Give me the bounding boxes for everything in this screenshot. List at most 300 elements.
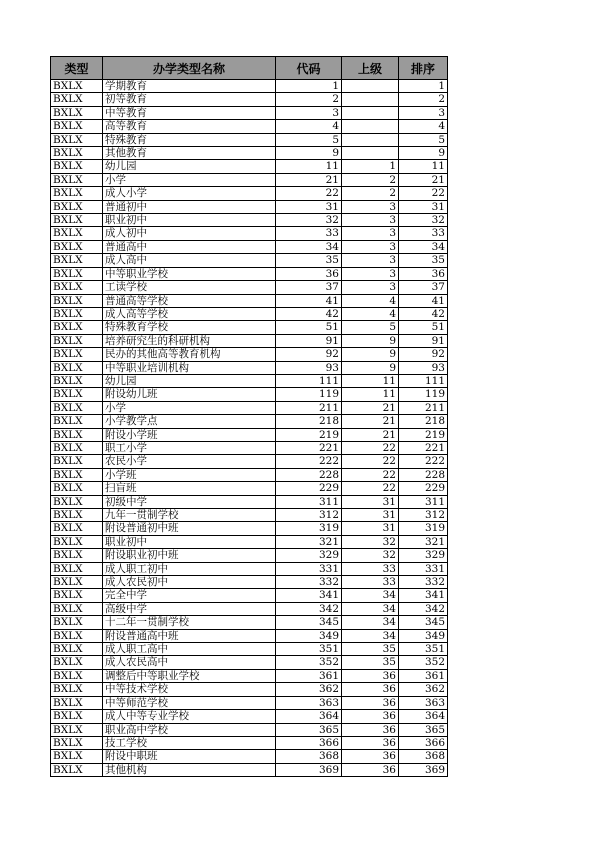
cell-order[interactable]: 368 <box>399 750 448 763</box>
cell-parent[interactable]: 3 <box>342 240 399 253</box>
cell-code[interactable]: 22 <box>276 187 342 200</box>
cell-order[interactable]: 351 <box>399 643 448 656</box>
cell-code[interactable]: 341 <box>276 589 342 602</box>
cell-order[interactable]: 362 <box>399 683 448 696</box>
cell-order[interactable]: 33 <box>399 227 448 240</box>
cell-order[interactable]: 311 <box>399 495 448 508</box>
cell-code[interactable]: 33 <box>276 227 342 240</box>
cell-type[interactable]: BXLX <box>51 240 103 253</box>
cell-code[interactable]: 349 <box>276 629 342 642</box>
cell-name[interactable]: 成人农民高中 <box>103 656 276 669</box>
cell-code[interactable]: 91 <box>276 334 342 347</box>
cell-parent[interactable]: 34 <box>342 629 399 642</box>
cell-name[interactable]: 附设小学班 <box>103 428 276 441</box>
cell-parent[interactable]: 3 <box>342 281 399 294</box>
cell-type[interactable]: BXLX <box>51 106 103 119</box>
cell-type[interactable]: BXLX <box>51 428 103 441</box>
cell-code[interactable]: 368 <box>276 750 342 763</box>
cell-type[interactable]: BXLX <box>51 643 103 656</box>
cell-order[interactable]: 369 <box>399 763 448 776</box>
cell-name[interactable]: 工读学校 <box>103 281 276 294</box>
cell-parent[interactable]: 9 <box>342 361 399 374</box>
cell-code[interactable]: 35 <box>276 254 342 267</box>
cell-type[interactable]: BXLX <box>51 455 103 468</box>
cell-type[interactable]: BXLX <box>51 401 103 414</box>
cell-code[interactable]: 111 <box>276 374 342 387</box>
cell-parent[interactable]: 2 <box>342 187 399 200</box>
cell-code[interactable]: 345 <box>276 616 342 629</box>
cell-name[interactable]: 幼儿园 <box>103 374 276 387</box>
table-row <box>51 750 448 763</box>
cell-parent[interactable]: 3 <box>342 227 399 240</box>
cell-parent[interactable]: 31 <box>342 495 399 508</box>
cell-code[interactable]: 9 <box>276 147 342 160</box>
table-row <box>51 80 448 93</box>
cell-order[interactable]: 321 <box>399 535 448 548</box>
cell-code[interactable]: 365 <box>276 723 342 736</box>
cell-order[interactable]: 35 <box>399 254 448 267</box>
cell-parent[interactable]: 3 <box>342 254 399 267</box>
cell-parent[interactable]: 36 <box>342 763 399 776</box>
cell-parent[interactable]: 3 <box>342 200 399 213</box>
cell-order[interactable]: 349 <box>399 629 448 642</box>
table-row <box>51 736 448 749</box>
cell-type[interactable]: BXLX <box>51 576 103 589</box>
header-type[interactable]: 类型 <box>51 57 103 80</box>
table-row <box>51 589 448 602</box>
cell-code[interactable]: 2 <box>276 93 342 106</box>
cell-code[interactable]: 369 <box>276 763 342 776</box>
cell-name[interactable]: 成人小学 <box>103 187 276 200</box>
cell-code[interactable]: 31 <box>276 200 342 213</box>
cell-parent[interactable]: 34 <box>342 616 399 629</box>
cell-parent[interactable]: 33 <box>342 562 399 575</box>
cell-type[interactable]: BXLX <box>51 656 103 669</box>
cell-type[interactable]: BXLX <box>51 736 103 749</box>
cell-name[interactable]: 附设普通高中班 <box>103 629 276 642</box>
cell-order[interactable]: 365 <box>399 723 448 736</box>
cell-parent[interactable]: 11 <box>342 388 399 401</box>
cell-type[interactable]: BXLX <box>51 669 103 682</box>
cell-order[interactable]: 9 <box>399 147 448 160</box>
cell-name[interactable]: 成人职工初中 <box>103 562 276 575</box>
cell-order[interactable]: 91 <box>399 334 448 347</box>
cell-order[interactable]: 32 <box>399 214 448 227</box>
cell-parent[interactable]: 4 <box>342 294 399 307</box>
cell-code[interactable]: 331 <box>276 562 342 575</box>
table-row <box>51 147 448 160</box>
cell-type[interactable]: BXLX <box>51 522 103 535</box>
cell-parent[interactable] <box>342 120 399 133</box>
cell-code[interactable]: 319 <box>276 522 342 535</box>
cell-parent[interactable]: 21 <box>342 428 399 441</box>
cell-name[interactable]: 特殊教育 <box>103 133 276 146</box>
cell-name[interactable]: 高等教育 <box>103 120 276 133</box>
header-parent[interactable]: 上级 <box>342 57 399 80</box>
cell-parent[interactable]: 34 <box>342 602 399 615</box>
cell-code[interactable]: 329 <box>276 549 342 562</box>
cell-name[interactable]: 初等教育 <box>103 93 276 106</box>
cell-parent[interactable]: 4 <box>342 307 399 320</box>
cell-type[interactable]: BXLX <box>51 589 103 602</box>
cell-parent[interactable]: 36 <box>342 723 399 736</box>
cell-code[interactable]: 229 <box>276 482 342 495</box>
cell-type[interactable]: BXLX <box>51 535 103 548</box>
cell-order[interactable]: 229 <box>399 482 448 495</box>
table-row <box>51 522 448 535</box>
cell-type[interactable]: BXLX <box>51 294 103 307</box>
cell-name[interactable]: 农民小学 <box>103 455 276 468</box>
table-row <box>51 643 448 656</box>
table-row <box>51 173 448 186</box>
cell-order[interactable]: 3 <box>399 106 448 119</box>
cell-name[interactable]: 成人高等学校 <box>103 307 276 320</box>
cell-parent[interactable] <box>342 147 399 160</box>
cell-order[interactable]: 364 <box>399 710 448 723</box>
table-row <box>51 482 448 495</box>
table-row <box>51 455 448 468</box>
cell-code[interactable]: 34 <box>276 240 342 253</box>
cell-type[interactable]: BXLX <box>51 509 103 522</box>
cell-type[interactable]: BXLX <box>51 147 103 160</box>
cell-parent[interactable]: 35 <box>342 643 399 656</box>
cell-type[interactable]: BXLX <box>51 93 103 106</box>
cell-code[interactable]: 362 <box>276 683 342 696</box>
cell-order[interactable]: 41 <box>399 294 448 307</box>
cell-order[interactable]: 119 <box>399 388 448 401</box>
cell-type[interactable]: BXLX <box>51 750 103 763</box>
cell-parent[interactable]: 36 <box>342 750 399 763</box>
cell-type[interactable]: BXLX <box>51 307 103 320</box>
cell-code[interactable]: 366 <box>276 736 342 749</box>
table-row <box>51 240 448 253</box>
cell-type[interactable]: BXLX <box>51 723 103 736</box>
cell-parent[interactable]: 36 <box>342 683 399 696</box>
cell-parent[interactable]: 1 <box>342 160 399 173</box>
table-row <box>51 254 448 267</box>
cell-code[interactable]: 364 <box>276 710 342 723</box>
cell-order[interactable]: 42 <box>399 307 448 320</box>
cell-type[interactable]: BXLX <box>51 441 103 454</box>
cell-order[interactable]: 345 <box>399 616 448 629</box>
cell-order[interactable]: 366 <box>399 736 448 749</box>
cell-name[interactable]: 中等教育 <box>103 106 276 119</box>
header-order[interactable]: 排序 <box>399 57 448 80</box>
cell-name[interactable]: 附设幼儿班 <box>103 388 276 401</box>
table-row <box>51 227 448 240</box>
cell-order[interactable]: 361 <box>399 669 448 682</box>
cell-parent[interactable]: 36 <box>342 669 399 682</box>
cell-code[interactable]: 342 <box>276 602 342 615</box>
cell-code[interactable]: 221 <box>276 441 342 454</box>
cell-parent[interactable] <box>342 80 399 93</box>
cell-order[interactable]: 218 <box>399 415 448 428</box>
cell-type[interactable]: BXLX <box>51 348 103 361</box>
cell-order[interactable]: 363 <box>399 696 448 709</box>
cell-name[interactable]: 初级中学 <box>103 495 276 508</box>
cell-order[interactable]: 1 <box>399 80 448 93</box>
cell-type[interactable]: BXLX <box>51 388 103 401</box>
cell-order[interactable]: 228 <box>399 468 448 481</box>
cell-code[interactable]: 321 <box>276 535 342 548</box>
cell-code[interactable]: 228 <box>276 468 342 481</box>
cell-type[interactable]: BXLX <box>51 133 103 146</box>
cell-parent[interactable]: 21 <box>342 401 399 414</box>
header-code[interactable]: 代码 <box>276 57 342 80</box>
cell-type[interactable]: BXLX <box>51 227 103 240</box>
cell-order[interactable]: 319 <box>399 522 448 535</box>
cell-parent[interactable]: 32 <box>342 549 399 562</box>
cell-name[interactable]: 扫盲班 <box>103 482 276 495</box>
table-row <box>51 535 448 548</box>
cell-name[interactable]: 成人初中 <box>103 227 276 240</box>
cell-code[interactable]: 93 <box>276 361 342 374</box>
cell-order[interactable]: 22 <box>399 187 448 200</box>
cell-order[interactable]: 329 <box>399 549 448 562</box>
cell-name[interactable]: 中等职业培训机构 <box>103 361 276 374</box>
cell-order[interactable]: 5 <box>399 133 448 146</box>
cell-parent[interactable]: 31 <box>342 509 399 522</box>
cell-code[interactable]: 311 <box>276 495 342 508</box>
cell-code[interactable]: 37 <box>276 281 342 294</box>
cell-type[interactable]: BXLX <box>51 267 103 280</box>
cell-name[interactable]: 小学班 <box>103 468 276 481</box>
cell-type[interactable]: BXLX <box>51 495 103 508</box>
cell-name[interactable]: 特殊教育学校 <box>103 321 276 334</box>
cell-type[interactable]: BXLX <box>51 629 103 642</box>
table-row <box>51 200 448 213</box>
cell-order[interactable]: 331 <box>399 562 448 575</box>
cell-order[interactable]: 34 <box>399 240 448 253</box>
cell-order[interactable]: 352 <box>399 656 448 669</box>
cell-order[interactable]: 211 <box>399 401 448 414</box>
cell-parent[interactable]: 36 <box>342 696 399 709</box>
cell-name[interactable]: 普通高等学校 <box>103 294 276 307</box>
cell-type[interactable]: BXLX <box>51 710 103 723</box>
table-row <box>51 307 448 320</box>
cell-name[interactable]: 培养研究生的科研机构 <box>103 334 276 347</box>
cell-order[interactable]: 31 <box>399 200 448 213</box>
cell-parent[interactable]: 21 <box>342 415 399 428</box>
cell-name[interactable]: 普通高中 <box>103 240 276 253</box>
cell-code[interactable]: 312 <box>276 509 342 522</box>
cell-order[interactable]: 4 <box>399 120 448 133</box>
spreadsheet <box>50 56 448 777</box>
cell-code[interactable]: 41 <box>276 294 342 307</box>
cell-parent[interactable]: 36 <box>342 736 399 749</box>
cell-parent[interactable]: 22 <box>342 455 399 468</box>
cell-parent[interactable] <box>342 106 399 119</box>
cell-type[interactable]: BXLX <box>51 200 103 213</box>
cell-name[interactable]: 中等师范学校 <box>103 696 276 709</box>
cell-parent[interactable]: 9 <box>342 348 399 361</box>
cell-type[interactable]: BXLX <box>51 254 103 267</box>
cell-code[interactable]: 332 <box>276 576 342 589</box>
cell-parent[interactable]: 34 <box>342 589 399 602</box>
cell-name[interactable]: 技工学校 <box>103 736 276 749</box>
cell-order[interactable]: 332 <box>399 576 448 589</box>
cell-parent[interactable]: 5 <box>342 321 399 334</box>
table-row <box>51 629 448 642</box>
cell-parent[interactable]: 3 <box>342 267 399 280</box>
table-row <box>51 294 448 307</box>
table-row <box>51 616 448 629</box>
table-row <box>51 214 448 227</box>
cell-name[interactable]: 完全中学 <box>103 589 276 602</box>
cell-name[interactable]: 成人高中 <box>103 254 276 267</box>
cell-type[interactable]: BXLX <box>51 214 103 227</box>
cell-parent[interactable]: 11 <box>342 374 399 387</box>
cell-parent[interactable]: 31 <box>342 522 399 535</box>
cell-type[interactable]: BXLX <box>51 616 103 629</box>
cell-parent[interactable]: 35 <box>342 656 399 669</box>
cell-type[interactable]: BXLX <box>51 562 103 575</box>
cell-name[interactable]: 附设普通初中班 <box>103 522 276 535</box>
table-row <box>51 549 448 562</box>
cell-type[interactable]: BXLX <box>51 80 103 93</box>
cell-parent[interactable]: 9 <box>342 334 399 347</box>
cell-name[interactable]: 幼儿园 <box>103 160 276 173</box>
cell-parent[interactable] <box>342 133 399 146</box>
cell-order[interactable]: 221 <box>399 441 448 454</box>
cell-parent[interactable]: 22 <box>342 482 399 495</box>
cell-name[interactable]: 小学 <box>103 401 276 414</box>
header-name[interactable]: 办学类型名称 <box>103 57 276 80</box>
cell-name[interactable]: 九年一贯制学校 <box>103 509 276 522</box>
cell-order[interactable]: 36 <box>399 267 448 280</box>
cell-code[interactable]: 92 <box>276 348 342 361</box>
cell-parent[interactable]: 32 <box>342 535 399 548</box>
cell-type[interactable]: BXLX <box>51 549 103 562</box>
cell-parent[interactable]: 36 <box>342 710 399 723</box>
school-type-table <box>50 56 448 777</box>
table-row <box>51 334 448 347</box>
cell-name[interactable]: 职业初中 <box>103 214 276 227</box>
table-row <box>51 576 448 589</box>
cell-name[interactable]: 成人职工高中 <box>103 643 276 656</box>
table-row <box>51 401 448 414</box>
cell-type[interactable]: BXLX <box>51 120 103 133</box>
cell-name[interactable]: 学期教育 <box>103 80 276 93</box>
cell-parent[interactable]: 33 <box>342 576 399 589</box>
cell-type[interactable]: BXLX <box>51 160 103 173</box>
table-row <box>51 428 448 441</box>
cell-order[interactable]: 222 <box>399 455 448 468</box>
cell-name[interactable]: 普通初中 <box>103 200 276 213</box>
cell-parent[interactable]: 2 <box>342 173 399 186</box>
cell-type[interactable]: BXLX <box>51 187 103 200</box>
cell-parent[interactable] <box>342 93 399 106</box>
cell-order[interactable]: 341 <box>399 589 448 602</box>
cell-name[interactable]: 中等职业学校 <box>103 267 276 280</box>
cell-code[interactable]: 3 <box>276 106 342 119</box>
table-row <box>51 669 448 682</box>
cell-code[interactable]: 1 <box>276 80 342 93</box>
cell-type[interactable]: BXLX <box>51 281 103 294</box>
cell-name[interactable]: 成人农民初中 <box>103 576 276 589</box>
cell-code[interactable]: 36 <box>276 267 342 280</box>
cell-code[interactable]: 363 <box>276 696 342 709</box>
table-row <box>51 696 448 709</box>
cell-code[interactable]: 32 <box>276 214 342 227</box>
cell-code[interactable]: 42 <box>276 307 342 320</box>
cell-type[interactable]: BXLX <box>51 374 103 387</box>
cell-type[interactable]: BXLX <box>51 482 103 495</box>
cell-code[interactable]: 211 <box>276 401 342 414</box>
cell-name[interactable]: 民办的其他高等教育机构 <box>103 348 276 361</box>
cell-name[interactable]: 其他机构 <box>103 763 276 776</box>
cell-parent[interactable]: 3 <box>342 214 399 227</box>
cell-code[interactable]: 361 <box>276 669 342 682</box>
cell-name[interactable]: 附设中职班 <box>103 750 276 763</box>
cell-code[interactable]: 11 <box>276 160 342 173</box>
cell-parent[interactable]: 22 <box>342 441 399 454</box>
cell-type[interactable]: BXLX <box>51 415 103 428</box>
table-row <box>51 281 448 294</box>
cell-order[interactable]: 2 <box>399 93 448 106</box>
cell-name[interactable]: 高级中学 <box>103 602 276 615</box>
cell-type[interactable]: BXLX <box>51 683 103 696</box>
table-row <box>51 348 448 361</box>
cell-type[interactable]: BXLX <box>51 602 103 615</box>
cell-name[interactable]: 其他教育 <box>103 147 276 160</box>
cell-order[interactable]: 93 <box>399 361 448 374</box>
cell-type[interactable]: BXLX <box>51 696 103 709</box>
cell-code[interactable]: 4 <box>276 120 342 133</box>
cell-name[interactable]: 中等技术学校 <box>103 683 276 696</box>
cell-order[interactable]: 111 <box>399 374 448 387</box>
cell-type[interactable]: BXLX <box>51 763 103 776</box>
cell-code[interactable]: 21 <box>276 173 342 186</box>
cell-parent[interactable]: 22 <box>342 468 399 481</box>
cell-name[interactable]: 调整后中等职业学校 <box>103 669 276 682</box>
table-row <box>51 723 448 736</box>
cell-order[interactable]: 219 <box>399 428 448 441</box>
cell-type[interactable]: BXLX <box>51 334 103 347</box>
cell-name[interactable]: 职工小学 <box>103 441 276 454</box>
table-row <box>51 415 448 428</box>
cell-name[interactable]: 小学教学点 <box>103 415 276 428</box>
cell-code[interactable]: 218 <box>276 415 342 428</box>
cell-name[interactable]: 职业高中学校 <box>103 723 276 736</box>
cell-name[interactable]: 职业初中 <box>103 535 276 548</box>
cell-code[interactable]: 119 <box>276 388 342 401</box>
cell-order[interactable]: 21 <box>399 173 448 186</box>
cell-code[interactable]: 5 <box>276 133 342 146</box>
cell-type[interactable]: BXLX <box>51 361 103 374</box>
cell-name[interactable]: 小学 <box>103 173 276 186</box>
cell-order[interactable]: 37 <box>399 281 448 294</box>
cell-order[interactable]: 312 <box>399 509 448 522</box>
cell-order[interactable]: 92 <box>399 348 448 361</box>
cell-order[interactable]: 51 <box>399 321 448 334</box>
cell-type[interactable]: BXLX <box>51 173 103 186</box>
cell-code[interactable]: 222 <box>276 455 342 468</box>
cell-code[interactable]: 51 <box>276 321 342 334</box>
cell-type[interactable]: BXLX <box>51 468 103 481</box>
cell-order[interactable]: 342 <box>399 602 448 615</box>
cell-type[interactable]: BXLX <box>51 321 103 334</box>
cell-code[interactable]: 352 <box>276 656 342 669</box>
cell-name[interactable]: 成人中等专业学校 <box>103 710 276 723</box>
table-row <box>51 160 448 173</box>
cell-order[interactable]: 11 <box>399 160 448 173</box>
cell-name[interactable]: 十二年一贯制学校 <box>103 616 276 629</box>
cell-name[interactable]: 附设职业初中班 <box>103 549 276 562</box>
cell-code[interactable]: 219 <box>276 428 342 441</box>
table-row <box>51 656 448 669</box>
cell-code[interactable]: 351 <box>276 643 342 656</box>
